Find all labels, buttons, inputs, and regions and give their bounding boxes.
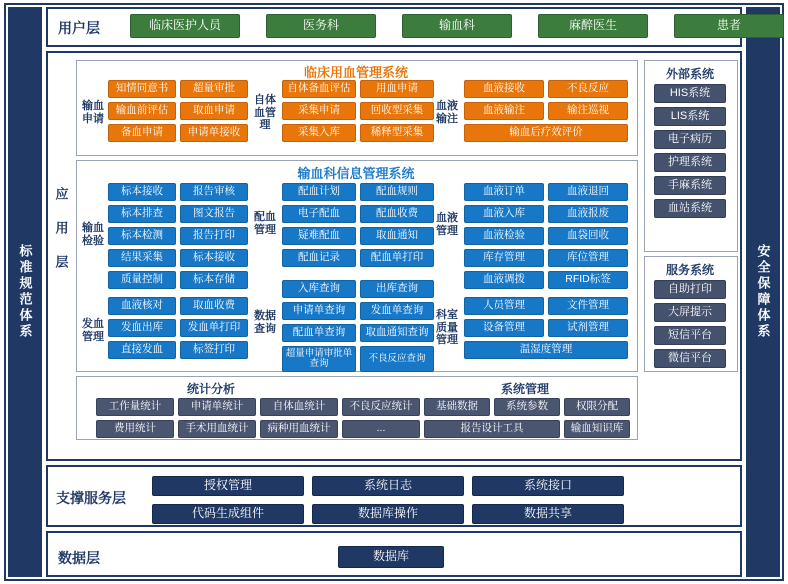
blood-item[interactable]: 发血出库: [108, 319, 176, 337]
clinical-item[interactable]: 回收型采集: [360, 102, 434, 120]
clinical-item[interactable]: 采集入库: [282, 124, 356, 142]
group-label-quality: 科室质量管理: [436, 309, 458, 347]
blood-item[interactable]: 血袋回收: [548, 227, 628, 245]
user-layer-items: [130, 14, 784, 38]
clinical-item[interactable]: 备血申请: [108, 124, 176, 142]
blood-item[interactable]: 申请单查询: [282, 302, 356, 320]
blood-item[interactable]: 标本接收: [108, 183, 176, 201]
clinical-item[interactable]: 血液输注: [464, 102, 544, 120]
blood-item[interactable]: 配血单打印: [360, 249, 434, 267]
blood-item[interactable]: 配血计划: [282, 183, 356, 201]
support-layer-items: [152, 476, 624, 524]
external-systems-title: 外部系统: [665, 67, 714, 81]
sysmgmt-title: 系统管理: [500, 382, 549, 396]
stats-item[interactable]: 自体血统计: [260, 398, 338, 416]
stats-title: 统计分析: [186, 382, 235, 396]
external-item[interactable]: HIS系统: [654, 84, 726, 103]
stats-item[interactable]: ...: [342, 420, 420, 438]
blood-item[interactable]: 血液报废: [548, 205, 628, 223]
clinical-item[interactable]: 取血申请: [180, 102, 248, 120]
blood-item[interactable]: 入库查询: [282, 280, 356, 298]
clinical-item[interactable]: 申请单接收: [180, 124, 248, 142]
blood-item[interactable]: 发血单打印: [180, 319, 248, 337]
group-label-issue: 发血管理: [82, 318, 104, 343]
sysmgmt-items: [424, 398, 630, 438]
blood-item[interactable]: 血液退回: [548, 183, 628, 201]
group-label-infusion: 血液输注: [436, 100, 458, 125]
clinical-request-items: [108, 80, 248, 142]
group-label-transfusion-request: 输血申请: [82, 100, 104, 125]
stats-item[interactable]: 工作量统计: [96, 398, 174, 416]
external-item[interactable]: 手麻系统: [654, 176, 726, 195]
application-layer-title: 应 用 层: [53, 187, 69, 271]
blood-item[interactable]: 标本接收: [180, 249, 248, 267]
group-label-autologous: 自体血管理: [254, 94, 276, 132]
clinical-item[interactable]: 采集申请: [282, 102, 356, 120]
group-label-query: 数据查询: [254, 310, 276, 335]
blood-item[interactable]: 取血通知: [360, 227, 434, 245]
blood-item[interactable]: 出库查询: [360, 280, 434, 298]
blood-item[interactable]: 文件管理: [548, 297, 628, 315]
database-node[interactable]: 数据库: [338, 546, 444, 568]
blood-item[interactable]: 配血收费: [360, 205, 434, 223]
blood-item[interactable]: 结果采集: [108, 249, 176, 267]
blood-item[interactable]: 血液检验: [464, 227, 544, 245]
issue-items: [108, 297, 248, 359]
group-label-crossmatch: 配血管理: [254, 211, 276, 236]
support-item[interactable]: 系统日志: [312, 476, 464, 496]
blood-item[interactable]: 超量申请审批单查询: [282, 346, 356, 372]
blood-item[interactable]: 疑难配血: [282, 227, 356, 245]
support-item[interactable]: 授权管理: [152, 476, 304, 496]
sysmgmt-item[interactable]: 报告设计工具: [424, 420, 560, 438]
clinical-blood-system-title: 临床用血管理系统: [303, 65, 408, 80]
query-items: [282, 280, 434, 372]
sysmgmt-item[interactable]: 系统参数: [494, 398, 560, 416]
blood-item[interactable]: 试剂管理: [548, 319, 628, 337]
data-layer-title: 数据层: [58, 550, 100, 566]
sysmgmt-item[interactable]: 输血知识库: [564, 420, 630, 438]
support-item[interactable]: 系统接口: [472, 476, 624, 496]
blood-item[interactable]: 人员管理: [464, 297, 544, 315]
clinical-item[interactable]: 自体备血评估: [282, 80, 356, 98]
blood-item[interactable]: 图文报告: [180, 205, 248, 223]
group-label-blood-mgmt: 血液管理: [436, 212, 458, 237]
blood-item[interactable]: 血液订单: [464, 183, 544, 201]
support-layer-title: 支撑服务层: [56, 490, 126, 506]
external-item[interactable]: LIS系统: [654, 107, 726, 126]
blood-item[interactable]: 配血规则: [360, 183, 434, 201]
clinical-item[interactable]: 超量审批: [180, 80, 248, 98]
service-item[interactable]: 自助打印: [654, 280, 726, 299]
blood-item[interactable]: 报告审核: [180, 183, 248, 201]
blood-item[interactable]: 取血收费: [180, 297, 248, 315]
blood-item[interactable]: 库位管理: [548, 249, 628, 267]
service-item[interactable]: 大屏提示: [654, 303, 726, 322]
blood-item[interactable]: 质量控制: [108, 271, 176, 289]
blood-item[interactable]: 配血记录: [282, 249, 356, 267]
clinical-item[interactable]: 不良反应: [548, 80, 628, 98]
left-standards-band: 标准规范体系: [8, 7, 42, 577]
blood-item[interactable]: 温湿度管理: [464, 341, 628, 359]
user-item[interactable]: 患者: [674, 14, 784, 38]
stats-item[interactable]: 申请单统计: [178, 398, 256, 416]
sysmgmt-item[interactable]: 权限分配: [564, 398, 630, 416]
group-label-lab: 输血检验: [82, 222, 104, 247]
blood-item[interactable]: 报告打印: [180, 227, 248, 245]
support-item[interactable]: 数据共享: [472, 504, 624, 524]
blood-item[interactable]: 血液入库: [464, 205, 544, 223]
quality-items: [464, 297, 628, 359]
user-item[interactable]: 输血科: [402, 14, 512, 38]
clinical-infusion-items: [464, 80, 628, 142]
blood-item[interactable]: 配血单查询: [282, 324, 356, 342]
blood-item[interactable]: 标本检测: [108, 227, 176, 245]
external-item[interactable]: 电子病历: [654, 130, 726, 149]
blood-item[interactable]: 不良反应查询: [360, 346, 434, 372]
stats-item[interactable]: 病种用血统计: [260, 420, 338, 438]
blood-item[interactable]: 发血单查询: [360, 302, 434, 320]
right-security-band: 安全保障体系: [746, 7, 780, 577]
stats-items: [96, 398, 420, 438]
blood-item[interactable]: 直接发血: [108, 341, 176, 359]
blood-item[interactable]: 血液调拨: [464, 271, 544, 289]
service-item[interactable]: 短信平台: [654, 326, 726, 345]
crossmatch-items: [282, 183, 434, 267]
service-systems-items: [654, 280, 726, 368]
blood-item[interactable]: 库存管理: [464, 249, 544, 267]
blood-item[interactable]: 取血通知查询: [360, 324, 434, 342]
blood-item[interactable]: 血液核对: [108, 297, 176, 315]
support-item[interactable]: 代码生成组件: [152, 504, 304, 524]
stats-item[interactable]: 不良反应统计: [342, 398, 420, 416]
blood-item[interactable]: RFID标签: [548, 271, 628, 289]
external-item[interactable]: 护理系统: [654, 153, 726, 172]
lab-items: [108, 183, 248, 289]
service-item[interactable]: 微信平台: [654, 349, 726, 368]
clinical-item[interactable]: 输血后疗效评价: [464, 124, 628, 142]
blood-item[interactable]: 标本存储: [180, 271, 248, 289]
user-item[interactable]: 临床医护人员: [130, 14, 240, 38]
clinical-item[interactable]: 输注巡视: [548, 102, 628, 120]
clinical-item[interactable]: 输血前评估: [108, 102, 176, 120]
blood-mgmt-items: [464, 183, 628, 289]
stats-item[interactable]: 费用统计: [96, 420, 174, 438]
stats-item[interactable]: 手术用血统计: [178, 420, 256, 438]
blood-item[interactable]: 设备管理: [464, 319, 544, 337]
support-item[interactable]: 数据库操作: [312, 504, 464, 524]
external-systems-items: [654, 84, 726, 218]
blood-item[interactable]: 标本排查: [108, 205, 176, 223]
clinical-item[interactable]: 用血申请: [360, 80, 434, 98]
clinical-item[interactable]: 知情同意书: [108, 80, 176, 98]
service-systems-title: 服务系统: [665, 263, 714, 277]
user-layer-title: 用户层: [58, 20, 100, 36]
blood-item[interactable]: 电子配血: [282, 205, 356, 223]
sysmgmt-item[interactable]: 基础数据: [424, 398, 490, 416]
blood-bank-system-title: 输血科信息管理系统: [297, 166, 415, 181]
clinical-autologous-items: [282, 80, 434, 142]
clinical-item[interactable]: 血液接收: [464, 80, 544, 98]
external-item[interactable]: 血站系统: [654, 199, 726, 218]
user-item[interactable]: 医务科: [266, 14, 376, 38]
clinical-item[interactable]: 稀释型采集: [360, 124, 434, 142]
blood-item[interactable]: 标签打印: [180, 341, 248, 359]
user-item[interactable]: 麻醉医生: [538, 14, 648, 38]
